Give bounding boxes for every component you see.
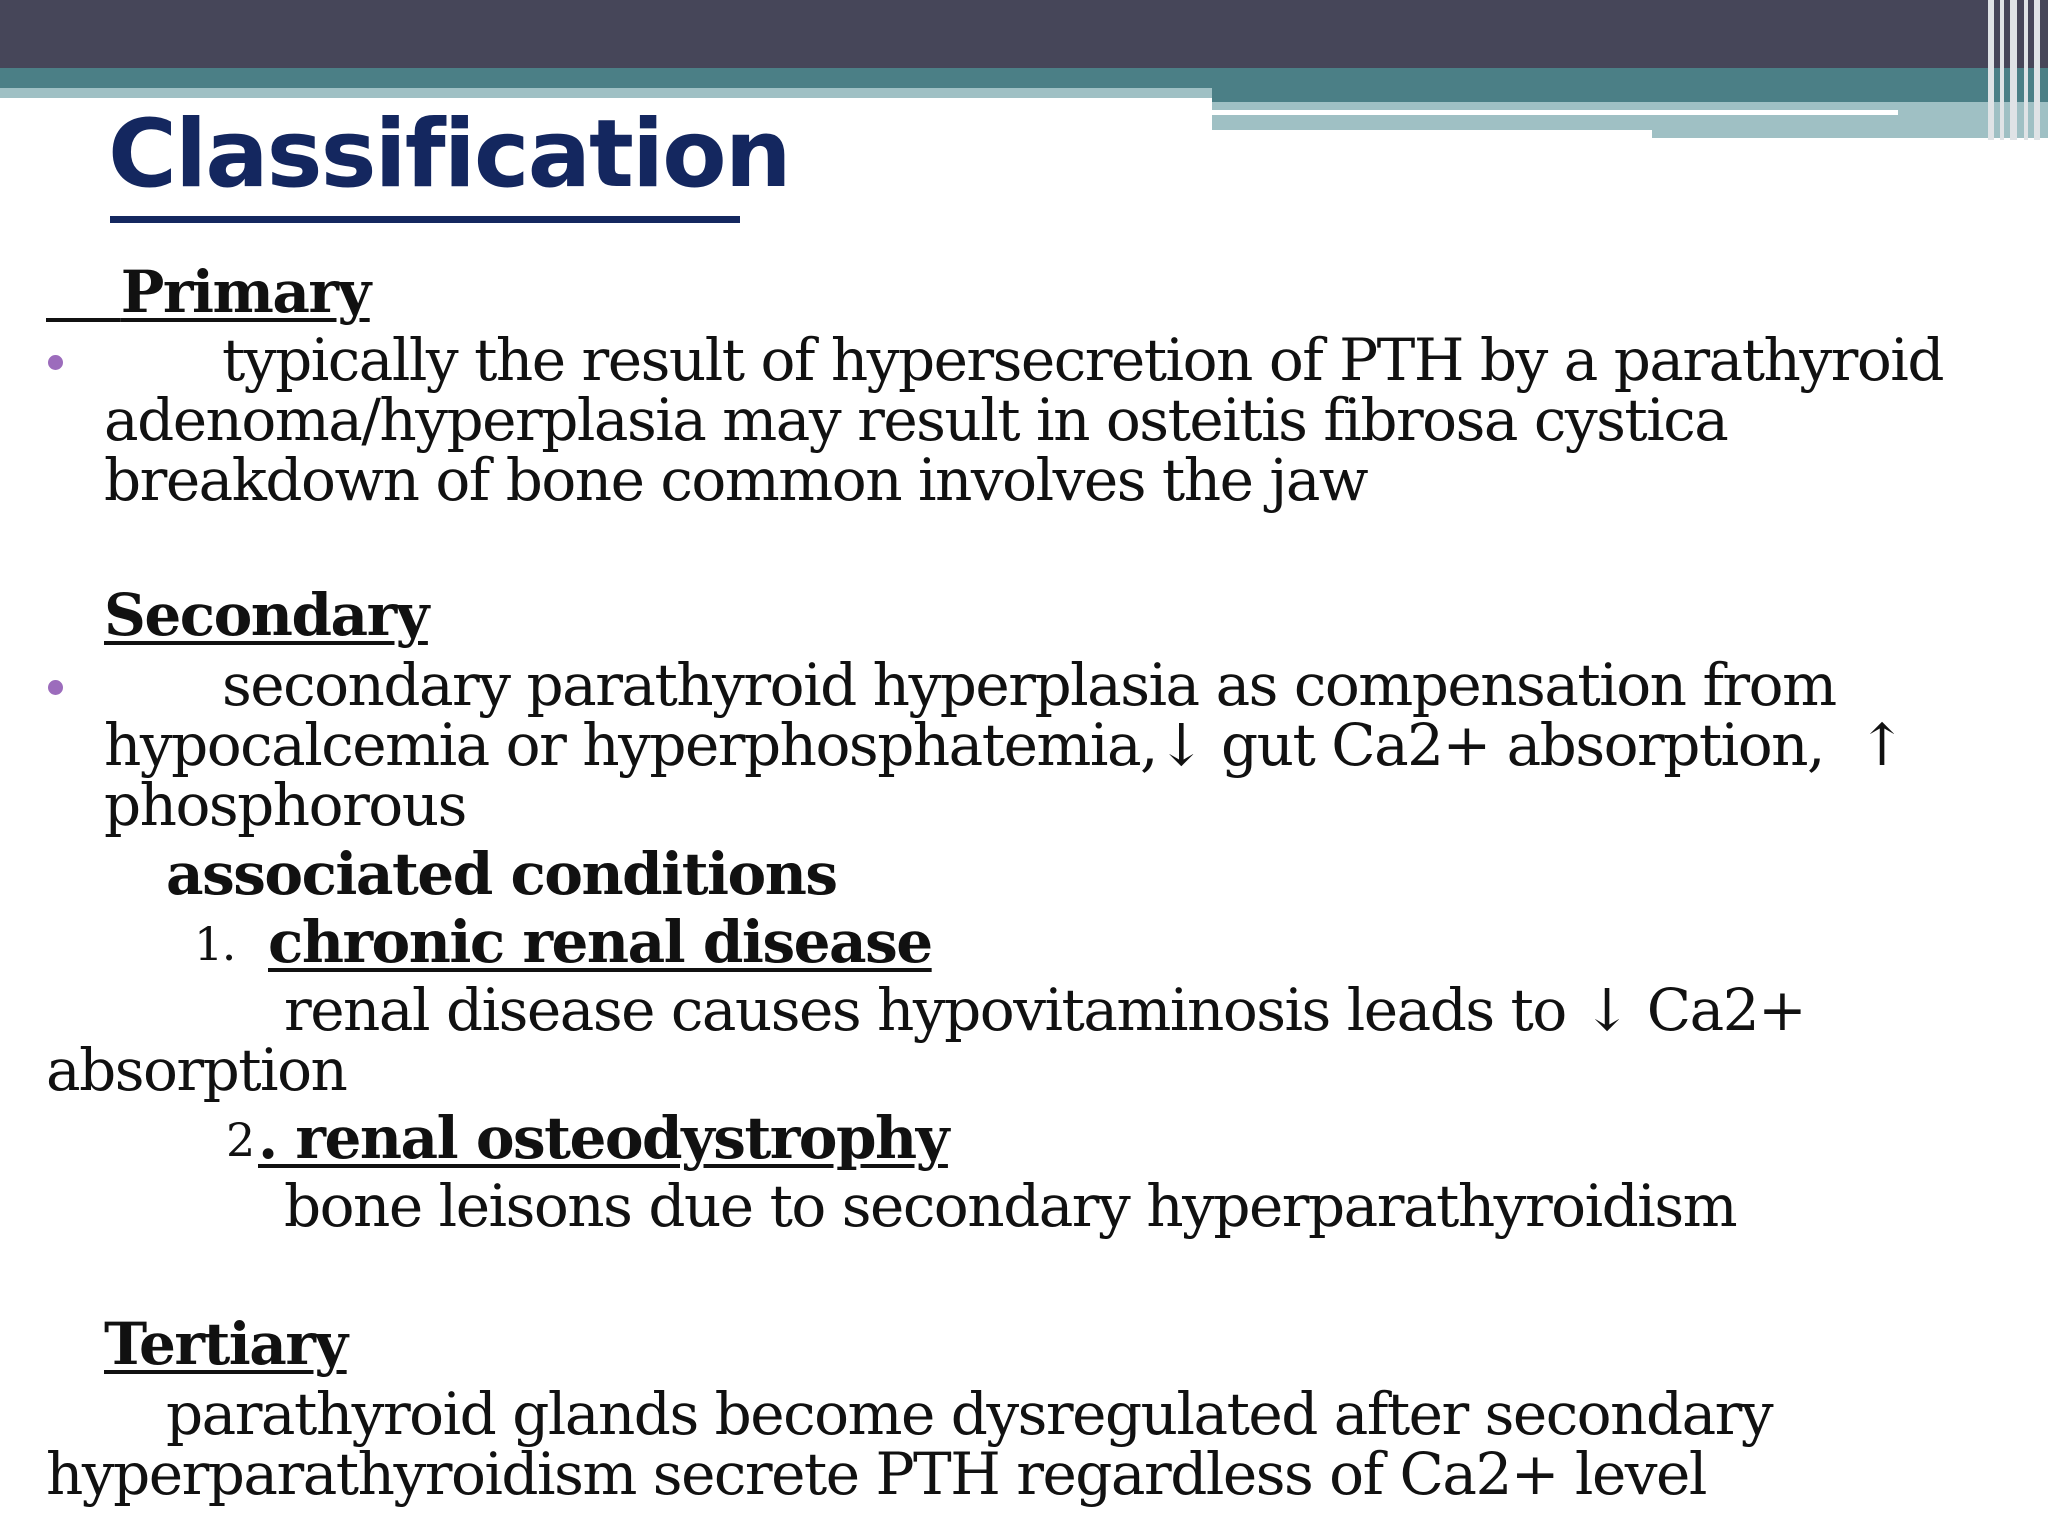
primary-line-1: typically the result of hypersecretion of PTH by a parathyroid <box>222 326 1943 394</box>
corner-stripes <box>1984 0 2048 140</box>
slide-title: Classification <box>108 100 790 209</box>
secondary-line-3: phosphorous <box>104 771 466 839</box>
secondary-heading: Secondary <box>104 581 428 649</box>
top-bar-light <box>0 88 1212 98</box>
bullet-primary <box>48 355 63 370</box>
tertiary-line-2: hyperparathyroidism secrete PTH regardless of Ca2+ level <box>46 1440 1706 1508</box>
top-bar-teal <box>0 68 2048 88</box>
top-bar-dark <box>0 0 2048 68</box>
tertiary-line-1: parathyroid glands become dysregulated after secondary <box>166 1380 1773 1448</box>
top-bar-highlight-lower <box>1212 130 1652 138</box>
bullet-secondary <box>48 680 63 695</box>
primary-line-2: adenoma/hyperplasia may result in osteitis fibrosa cystica <box>104 386 1728 454</box>
primary-heading: Primary <box>120 258 370 326</box>
associated-conditions-heading: associated conditions <box>166 840 837 908</box>
condition-1-line-2: absorption <box>46 1036 347 1104</box>
secondary-line-1: secondary parathyroid hyperplasia as compensation from <box>222 651 1836 719</box>
condition-1-line-1: renal disease causes hypovitaminosis leads to ↓ Ca2+ <box>284 976 1806 1044</box>
secondary-line-2: hypocalcemia or hyperphosphatemia,↓ gut Ca2+ absorption, ↑ <box>104 711 1905 779</box>
condition-1-number: 1. <box>194 917 235 971</box>
title-underline <box>110 216 740 223</box>
condition-2-name: . renal osteodystrophy <box>258 1104 948 1172</box>
condition-2-number: 2 <box>226 1113 254 1167</box>
tertiary-heading: Tertiary <box>104 1310 347 1378</box>
condition-2-line-1: bone leisons due to secondary hyperparathyroidism <box>284 1172 1737 1240</box>
primary-line-3: breakdown of bone common involves the jaw <box>104 446 1368 514</box>
top-bar-teal-right <box>1212 88 2048 102</box>
condition-1-name: chronic renal disease <box>268 908 932 976</box>
top-bar-highlight <box>1212 110 1898 115</box>
